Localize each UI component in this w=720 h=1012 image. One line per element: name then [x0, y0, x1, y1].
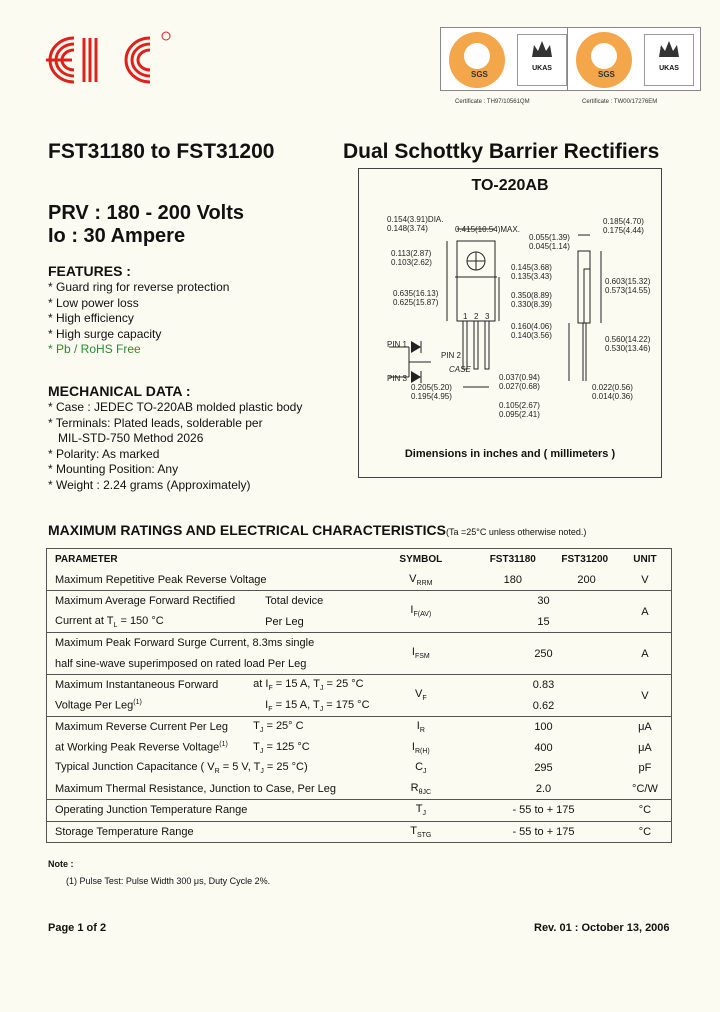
condition-cell: $T_J = 25^\circ$ C [249, 717, 373, 738]
mechanical-heading: MECHANICAL DATA : [48, 383, 191, 399]
ukas-label: UKAS [659, 65, 679, 72]
table-row [47, 779, 672, 800]
dim-label: 0.113(2.87) [391, 249, 432, 258]
unit-cell: V [619, 675, 672, 717]
dim-label: 0.185(4.70) [603, 217, 644, 226]
value-cell: 295 [534, 762, 553, 775]
unit-cell: A [619, 591, 672, 633]
dim-label: 0.195(4.95) [411, 392, 452, 401]
unit-cell: V [641, 573, 649, 586]
param-cell: at Working Peak Reverse Voltage$^{(1)}$ [55, 741, 228, 755]
dim-label: 0.148(3.74) [387, 224, 428, 233]
value-cell: 250 [468, 633, 619, 675]
param-cell: Current at $T_L = 150$ °C [55, 614, 164, 629]
pin-number: 1 [463, 312, 468, 321]
dim-label: 0.350(8.89) [511, 291, 552, 300]
pin-number: 3 [485, 312, 490, 321]
param-cell: Maximum Reverse Current Per Leg [47, 717, 250, 738]
symbol-cell: $R_{\theta JC}$ [410, 781, 432, 796]
dim-label: 0.055(1.39) [529, 233, 570, 242]
dim-label: 0.027(0.68) [499, 382, 540, 391]
sgs-label: SGS [598, 70, 615, 79]
dim-label: 0.105(2.67) [499, 401, 540, 410]
value-cell: 100 [468, 717, 619, 738]
column-header: SYMBOL [399, 553, 443, 565]
note-heading: Note : [48, 859, 74, 869]
param-cell: Maximum Average Forward Rectified [47, 591, 250, 612]
features-heading: FEATURES : [48, 263, 131, 279]
symbol-cell: $I_R$ [374, 717, 469, 738]
list-item: * Pb / RoHS Free [48, 342, 141, 357]
table-row [47, 738, 672, 759]
list-item: * Mounting Position: Any [48, 462, 179, 477]
column-header: FST31180 [489, 553, 536, 565]
value-cell: 15 [537, 615, 550, 628]
pin-label: PIN 3 [387, 374, 408, 383]
pin-label: PIN 2 [441, 351, 462, 360]
cert-badge-quality [440, 27, 574, 91]
dim-label: 0.037(0.94) [499, 373, 540, 382]
package-title: TO-220AB [471, 177, 549, 194]
list-item: * Polarity: As marked [48, 446, 160, 461]
unit-cell: °C/W [632, 782, 658, 795]
unit-cell: pF [638, 762, 652, 775]
param-cell: Maximum Repetitive Peak Reverse Voltage [55, 573, 267, 586]
value-cell: 0.62 [532, 699, 555, 712]
dim-label: 0.022(0.56) [592, 383, 633, 392]
value-cell: 30 [468, 591, 619, 612]
part-range-title: FST31180 to FST31200 [48, 140, 275, 163]
value-cell: 400 [534, 741, 553, 754]
param-cell: Operating Junction Temperature Range [47, 800, 374, 822]
io-spec: Io : 30 Ampere [48, 225, 186, 247]
certificate-seal-icon [576, 32, 632, 88]
ukas-label: UKAS [532, 65, 552, 72]
list-item: * Weight : 2.24 grams (Approximately) [48, 477, 251, 492]
ratings-condition-note: (Ta =25°C unless otherwise noted.) [445, 527, 587, 537]
column-header: UNIT [633, 553, 657, 565]
value-cell: - 55 to + 175 [468, 800, 619, 822]
table-row [47, 821, 672, 843]
value-cell: 2.0 [535, 782, 552, 795]
ratings-heading [48, 522, 586, 538]
symbol-cell: $V_{RRM}$ [409, 572, 433, 587]
dim-label: 0.625(15.87) [393, 298, 439, 307]
symbol-cell: $I_{F(AV)}$ [374, 591, 469, 633]
list-item: * Case : JEDEC TO-220AB molded plastic body [48, 400, 303, 414]
table-row [47, 800, 672, 822]
column-header: PARAMETER [55, 553, 118, 565]
param-cell: Voltage Per Leg$^{(1)}$ [55, 699, 142, 713]
value-cell: 0.83 [468, 675, 619, 696]
symbol-cell: $T_{STG}$ [374, 821, 469, 843]
value-cell: - 55 to + 175 [468, 821, 619, 843]
list-item: * High efficiency [48, 311, 134, 326]
dim-label: 0.560(14.22) [605, 335, 651, 344]
condition-cell: $T_J = 125$ °C [253, 740, 310, 755]
certificate-seal-icon [449, 32, 505, 88]
list-item: * Low power loss [48, 295, 139, 310]
dim-label: 0.103(2.62) [391, 258, 432, 267]
dim-label: 0.135(3.43) [511, 272, 552, 281]
pin-number: 2 [474, 312, 479, 321]
list-item: * Guard ring for reverse protection [48, 280, 230, 294]
param-cell: Maximum Thermal Resistance, Junction to Case, Per Leg [55, 782, 337, 795]
symbol-cell: $I_{FSM}$ [374, 633, 469, 675]
dim-label: 0.160(4.06) [511, 322, 552, 331]
features-list [48, 280, 229, 358]
unit-cell: A [619, 633, 672, 675]
dim-label: 0.205(5.20) [411, 383, 452, 392]
revision-date: Rev. 01 : October 13, 2006 [534, 922, 670, 934]
table-row [47, 758, 672, 779]
column-header: FST31200 [561, 553, 609, 565]
note-text: (1) Pulse Test: Pulse Width 300 μs, Duty Cycle 2%. [66, 876, 271, 886]
value-cell: 200 [577, 573, 596, 586]
sgs-label: SGS [471, 70, 488, 79]
certificate-number-1: Certificate : TH97/10561QM [455, 99, 530, 105]
symbol-cell: $V_F$ [374, 675, 469, 717]
dim-label: 0.140(3.56) [511, 331, 552, 340]
page-number: Page 1 of 2 [48, 922, 107, 934]
unit-cell: μA [638, 741, 652, 754]
condition-cell: Total device [249, 591, 373, 612]
ukas-crown-icon [517, 34, 567, 86]
dim-label: 0.045(1.14) [529, 242, 570, 251]
table-row [47, 696, 672, 717]
param-cell: Typical Junction Capacitance ( $V_R = 5$ V, $T_J = 25$ °C) [55, 761, 308, 776]
cert-badge-environmental [567, 27, 701, 91]
prv-spec: PRV : 180 - 200 Volts [48, 202, 245, 224]
unit-cell: μA [619, 717, 672, 738]
dim-label: 0.530(13.46) [605, 344, 651, 353]
table-row [47, 570, 672, 591]
ukas-crown-icon [644, 34, 694, 86]
table-row [47, 717, 672, 738]
symbol-cell: $T_J$ [374, 800, 469, 822]
unit-cell: °C [619, 800, 672, 822]
dim-label: 0.603(15.32) [605, 277, 651, 286]
dim-label: 0.330(8.39) [511, 300, 552, 309]
case-label: CASE [449, 365, 471, 374]
table-row [47, 633, 672, 654]
dim-label: 0.014(0.36) [592, 392, 633, 401]
list-item: * Terminals: Plated leads, solderable per [48, 415, 263, 430]
list-item: MIL-STD-750 Method 2026 [58, 431, 204, 446]
value-cell: 180 [503, 573, 522, 586]
param-cell: Storage Temperature Range [47, 821, 374, 843]
dim-label: 0.175(4.44) [603, 226, 644, 235]
condition-cell: at $I_F = 15$ A, $T_J = 25$ °C [249, 675, 373, 696]
param-cell: half sine-wave superimposed on rated load Per Leg [55, 657, 307, 670]
dim-label: 0.154(3.91)DIA. [387, 215, 444, 224]
condition-cell: $I_F = 15$ A, $T_J = 175$ °C [265, 698, 370, 713]
dim-label: 0.415(10.54)MAX. [455, 225, 520, 234]
pin-label: PIN 1 [387, 340, 408, 349]
certificate-number-2: Certificate : TW00/17276EM [582, 99, 658, 105]
dimensions-caption: Dimensions in inches and ( millimeters ) [404, 448, 616, 460]
dim-label: 0.095(2.41) [499, 410, 540, 419]
symbol-cell: $I_{R(H)}$ [411, 740, 430, 755]
list-item: * High surge capacity [48, 326, 162, 341]
dim-label: 0.635(16.13) [393, 289, 439, 298]
dim-label: 0.573(14.55) [605, 286, 651, 295]
table-row [47, 612, 672, 633]
condition-cell: Per Leg [265, 615, 304, 628]
ratings-summary [48, 202, 244, 248]
eic-logo [32, 30, 177, 90]
table-row [47, 591, 672, 612]
table-row [47, 675, 672, 696]
symbol-cell: $C_J$ [415, 761, 427, 776]
package-outline-box [358, 168, 662, 478]
dim-label: 0.145(3.68) [511, 263, 552, 272]
ratings-heading-text: MAXIMUM RATINGS AND ELECTRICAL CHARACTERISTICS [48, 522, 446, 538]
param-cell: Maximum Peak Forward Surge Current, 8.3ms single [47, 633, 374, 654]
param-cell: Maximum Instantaneous Forward [47, 675, 250, 696]
table-header-row [47, 549, 672, 570]
mechanical-list [48, 400, 302, 494]
product-description-title: Dual Schottky Barrier Rectifiers [343, 140, 660, 163]
ratings-table [46, 548, 672, 843]
unit-cell: °C [619, 821, 672, 843]
